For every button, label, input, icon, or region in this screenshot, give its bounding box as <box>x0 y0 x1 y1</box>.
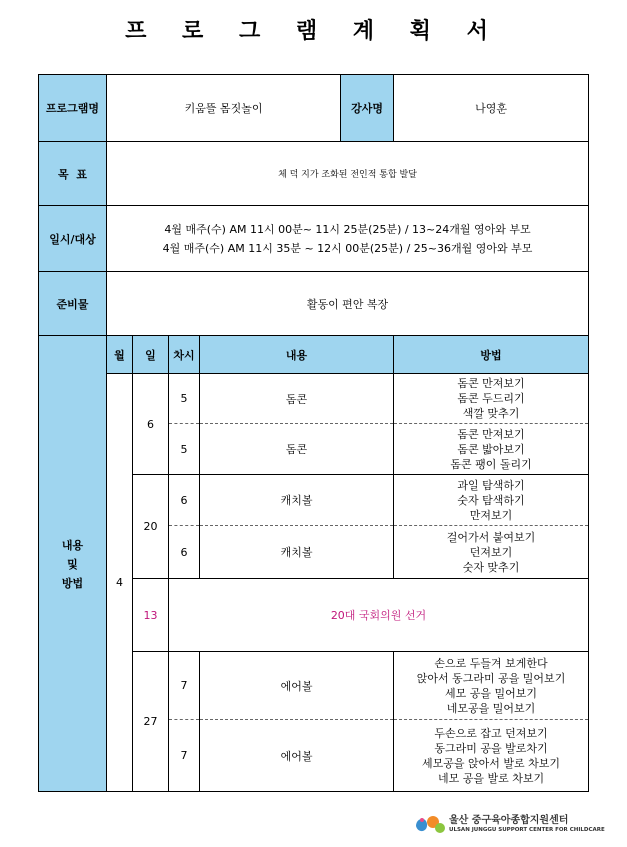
content-cell: 에어볼 <box>200 720 394 792</box>
day-cell: 20 <box>133 475 169 579</box>
method-line: 돔콘 밟아보기 <box>457 442 525 456</box>
method-line: 던져보기 <box>469 545 513 559</box>
goal-value: 체 덕 지가 조화된 전인적 통합 발달 <box>107 142 589 206</box>
content-cell: 에어볼 <box>200 652 394 720</box>
session-cell: 7 <box>169 652 200 720</box>
method-line: 돔콘 팽이 돌리기 <box>450 457 532 471</box>
session-cell: 6 <box>169 475 200 526</box>
session-cell: 5 <box>169 424 200 475</box>
org-name-en: ULSAN JUNGGU SUPPORT CENTER FOR CHILDCARE <box>449 826 605 833</box>
header-day: 일 <box>133 336 169 374</box>
header-method: 방법 <box>394 336 589 374</box>
method-cell <box>394 526 589 579</box>
header-content: 내용 <box>200 336 394 374</box>
session-cell: 7 <box>169 720 200 792</box>
goal-row <box>39 142 589 206</box>
method-line: 돔콘 두드리기 <box>457 392 525 405</box>
table-row <box>39 374 589 424</box>
content-label-line3: 방법 <box>61 576 84 590</box>
org-name: 울산 중구육아종합지원센터 <box>449 814 569 826</box>
method-line: 두손으로 잡고 던져보기 <box>434 726 548 740</box>
method-line: 세모공을 앉아서 발로 차보기 <box>422 756 561 770</box>
footer-org <box>412 812 605 836</box>
content-cell: 캐치볼 <box>200 526 394 579</box>
method-line: 손으로 두들겨 보게한다 <box>434 656 548 670</box>
day-cell: 6 <box>133 374 169 475</box>
program-row <box>39 75 589 142</box>
prep-value: 활동이 편안 복장 <box>107 272 589 336</box>
content-label-line1: 내용 <box>61 538 84 552</box>
program-value: 키움뜰 몸짓놀이 <box>107 75 341 141</box>
method-line: 색깔 맞추기 <box>462 407 520 420</box>
content-cell: 돔콘 <box>200 374 394 424</box>
instructor-value: 나영훈 <box>394 75 589 142</box>
schedule-label: 일시/대상 <box>39 206 107 272</box>
method-cell <box>394 720 589 792</box>
method-line: 숫자 탐색하기 <box>457 493 525 507</box>
method-line: 걸어가서 붙여보기 <box>446 530 536 544</box>
schedule-line-2: 4월 매주(수) AM 11시 35분 ~ 12시 00분(25분) / 25~36개월 영아와 부모 <box>162 241 533 255</box>
prep-row <box>39 272 589 336</box>
instructor-label: 강사명 <box>341 75 393 141</box>
program-label: 프로그램명 <box>39 75 107 142</box>
header-session: 차시 <box>169 336 200 374</box>
content-section-label <box>39 336 107 792</box>
session-cell: 5 <box>169 374 200 424</box>
method-cell <box>394 652 589 720</box>
method-cell <box>394 424 589 475</box>
content-cell: 캐치볼 <box>200 475 394 526</box>
method-cell <box>394 475 589 526</box>
content-cell: 돔콘 <box>200 424 394 475</box>
prep-label: 준비물 <box>39 272 107 336</box>
program-plan-table <box>38 74 589 792</box>
schedule-line-1: 4월 매주(수) AM 11시 00분~ 11시 25분(25분) / 13~24개월 영아와 부모 <box>164 222 531 236</box>
method-line: 숫자 맞추기 <box>462 560 520 574</box>
method-line: 세모 공을 밀어보기 <box>445 686 538 700</box>
holiday-text: 20대 국회의원 선거 <box>169 579 589 652</box>
method-line: 네모 공을 발로 차보기 <box>437 771 545 785</box>
method-line: 만져보기 <box>469 508 513 522</box>
content-header-row <box>39 336 589 374</box>
session-cell: 6 <box>169 526 200 579</box>
page-title: 프 로 그 램 계 획 서 <box>125 19 502 44</box>
method-line: 과일 탐색하기 <box>457 478 525 492</box>
method-line: 돔콘 만져보기 <box>457 377 525 390</box>
childcare-center-logo-icon <box>412 812 446 836</box>
method-cell <box>394 374 589 424</box>
goal-label: 목 표 <box>39 142 107 206</box>
method-line: 네모공을 밀어보기 <box>446 701 536 715</box>
method-line: 동그라미 공을 발로차기 <box>434 741 548 755</box>
method-line: 앉아서 동그라미 공을 밀어보기 <box>416 671 566 685</box>
month-cell: 4 <box>107 374 133 792</box>
day-cell: 13 <box>133 579 169 652</box>
schedule-row <box>39 206 589 272</box>
header-month: 월 <box>107 336 133 374</box>
day-cell: 27 <box>133 652 169 792</box>
content-label-line2: 및 <box>67 557 78 571</box>
method-line: 돔콘 만져보기 <box>457 427 525 441</box>
